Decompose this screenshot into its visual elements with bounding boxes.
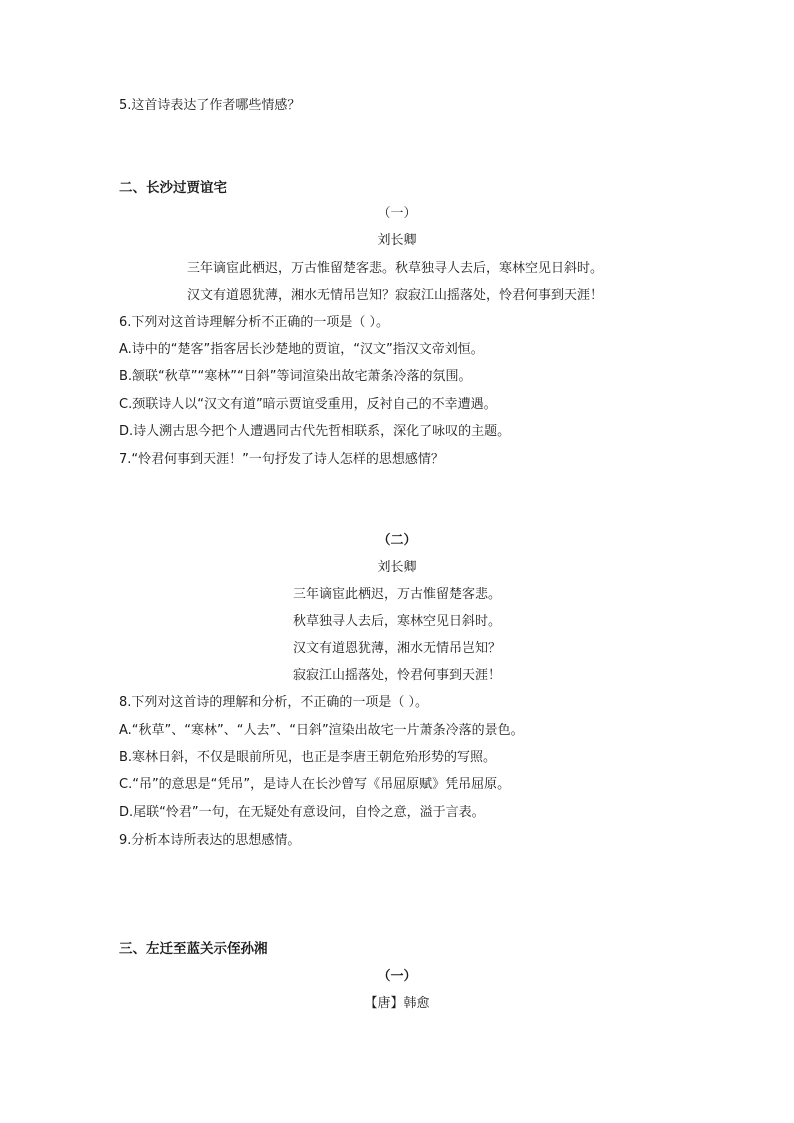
question-8-option-d: D.尾联“怜君”一句，在无疑处有意设问，自怜之意，溢于言表。 [119,805,485,820]
question-8-option-a: A.“秋草”、“寒林”、“人去”、“日斜”渲染出故宅一片萧条冷落的景色。 [119,723,524,738]
question-8-stem: 8.下列对这首诗的理解和分析，不正确的一项是（ ）。 [119,695,429,710]
poem-2-line-3: 汉文有道恩犹薄，湘水无情吊岂知？ [292,641,501,656]
section-3-heading: 三、左迁至蓝关示侄孙湘 [119,941,268,957]
question-8-option-c: C.“吊”的意思是“凭吊”，是诗人在长沙曾写《吊屈原赋》凭吊屈原。 [119,777,511,792]
part-1-author: 刘长卿 [377,233,417,248]
question-6-option-c: C.颈联诗人以“汉文有道”暗示贾谊受重用，反衬自己的不幸遭遇。 [119,397,497,412]
part-1-label: （一） [377,206,417,221]
poem-1-line-2: 汉文有道恩犹薄，湘水无情吊岂知？寂寂江山摇落处，怜君何事到天涯！ [187,288,604,303]
section-2-heading: 二、长沙过贾谊宅 [119,180,227,196]
section-3-part-label: （一） [377,969,417,984]
poem-2-line-2: 秋草独寻人去后，寒林空见日斜时。 [292,614,501,629]
part-2-label: （二） [377,533,417,548]
question-9: 9.分析本诗所表达的思想感情。 [119,833,301,848]
poem-2-line-1: 三年谪宦此栖迟，万古惟留楚客悲。 [292,587,501,602]
question-6-option-a: A.诗中的“楚客”指客居长沙楚地的贾谊，“汉文”指汉文帝刘恒。 [119,342,484,357]
question-6-option-b: B.颔联“秋草”“寒林”“日斜”等词渲染出故宅萧条冷落的氛围。 [119,369,472,384]
question-8-option-b: B.寒林日斜，不仅是眼前所见，也正是李唐王朝危殆形势的写照。 [119,750,497,765]
section-3-author: 【唐】韩愈 [364,996,430,1011]
question-5: 5.这首诗表达了作者哪些情感？ [119,98,301,113]
question-6-stem: 6.下列对这首诗理解分析不正确的一项是（ ）。 [119,315,390,330]
part-2-author: 刘长卿 [377,560,417,575]
question-6-option-d: D.诗人溯古思今把个人遭遇同古代先哲相联系，深化了咏叹的主题。 [119,424,511,439]
question-7: 7.“怜君何事到天涯！”一句抒发了诗人怎样的思想感情？ [119,452,444,467]
poem-2-line-4: 寂寂江山摇落处，怜君何事到天涯！ [292,668,501,683]
poem-1-line-1: 三年谪宦此栖迟，万古惟留楚客悲。秋草独寻人去后，寒林空见日斜时。 [187,261,604,276]
